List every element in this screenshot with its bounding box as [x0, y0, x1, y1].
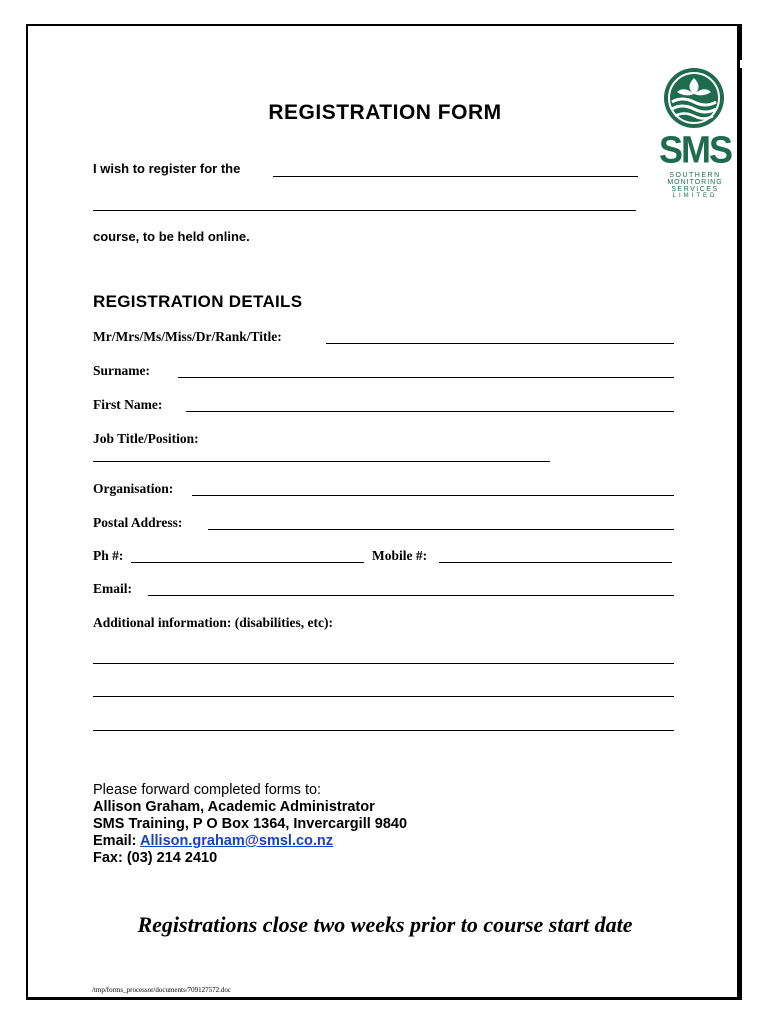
first-name-label: First Name:	[93, 397, 163, 412]
contact-intro: Please forward completed forms to:	[93, 782, 322, 798]
title-field[interactable]	[326, 343, 674, 344]
logo-line1: SOUTHERN	[669, 172, 721, 179]
logo-line4: LIMITED	[672, 193, 718, 199]
mobile-label: Mobile #:	[372, 548, 428, 563]
contact-email-row	[93, 833, 407, 850]
form-title: REGISTRATION FORM	[268, 101, 502, 124]
course-name-field-line-2[interactable]	[93, 210, 636, 211]
organisation-label: Organisation:	[93, 481, 174, 496]
course-name-field-line-1[interactable]	[273, 176, 638, 177]
postal-address-label: Postal Address:	[93, 515, 183, 530]
additional-info-field-line-3[interactable]	[93, 730, 674, 731]
additional-info-field-line-1[interactable]	[93, 663, 674, 664]
phone-label: Ph #:	[93, 548, 124, 563]
logo-brand: SMS	[658, 127, 731, 171]
sms-logo	[657, 66, 733, 202]
email-label: Email:	[93, 581, 132, 596]
logo-line3: SERVICES	[671, 186, 719, 193]
surname-label: Surname:	[93, 363, 150, 378]
job-title-label: Job Title/Position:	[93, 431, 199, 446]
additional-info-label: Additional information: (disabilities, etc):	[93, 615, 333, 630]
postal-address-field[interactable]	[208, 529, 674, 530]
first-name-field[interactable]	[186, 411, 674, 412]
additional-info-field-line-2[interactable]	[93, 696, 674, 697]
contact-email-link[interactable]: Allison.graham@smsl.co.nz	[140, 833, 334, 849]
contact-address: SMS Training, P O Box 1364, Invercargill 9840	[93, 816, 408, 832]
title-label: Mr/Mrs/Ms/Miss/Dr/Rank/Title:	[93, 329, 282, 344]
job-title-field[interactable]	[93, 461, 550, 462]
mobile-field[interactable]	[439, 562, 672, 563]
contact-fax: Fax: (03) 214 2410	[93, 850, 218, 866]
contact-block	[93, 782, 407, 867]
surname-field[interactable]	[178, 377, 674, 378]
phone-field[interactable]	[131, 562, 364, 563]
closing-note: Registrations close two weeks prior to course start date	[137, 912, 633, 937]
logo-line2: MONITORING	[667, 179, 723, 186]
contact-email-label: Email:	[93, 833, 141, 849]
organisation-field[interactable]	[192, 495, 674, 496]
intro-suffix: course, to be held online.	[93, 229, 250, 244]
contact-name: Allison Graham, Academic Administrator	[93, 799, 375, 815]
registration-details-heading: REGISTRATION DETAILS	[93, 292, 303, 311]
intro-prefix: I wish to register for the	[93, 161, 241, 176]
email-field[interactable]	[148, 595, 674, 596]
footer-file-path: /tmp/forms_processor/documents/709127572.doc	[92, 986, 232, 994]
